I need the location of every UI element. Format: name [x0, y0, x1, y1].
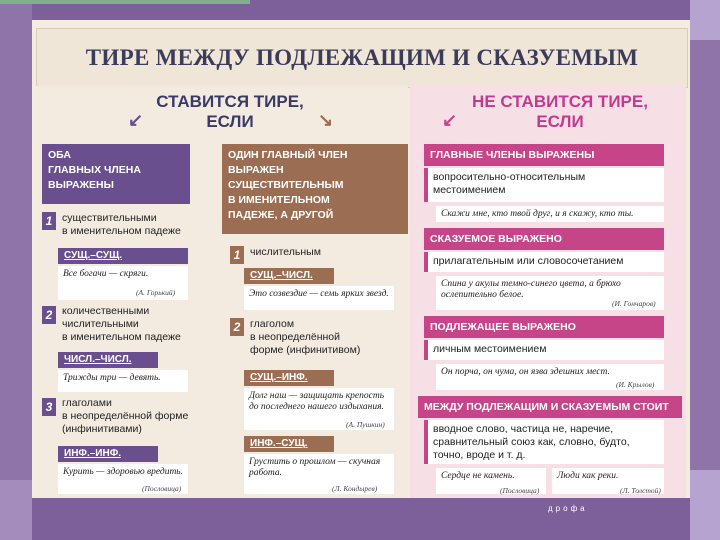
- example-author: (И. Крылов): [616, 380, 655, 389]
- example-text: Курить — здоровью вредить.: [58, 464, 188, 494]
- one-member-banner: [222, 144, 408, 234]
- rule-line: точно, вроде и т. д.: [433, 449, 526, 461]
- example-author: (Пословица): [142, 484, 182, 493]
- rule-line: глаголами: [62, 397, 112, 409]
- item-number: 2: [230, 318, 244, 336]
- banner-line: ОБА: [48, 149, 71, 161]
- right-rule-box: [424, 168, 664, 202]
- item-number: 1: [42, 212, 56, 230]
- schema-text: СУЩ.–ИНФ.: [250, 372, 308, 383]
- example-text: Люди как реки.: [552, 468, 664, 494]
- example-line: до последнего нашего издыхания.: [249, 402, 384, 412]
- item-number: 3: [42, 398, 56, 416]
- right-section-banner: СКАЗУЕМОЕ ВЫРАЖЕНО: [424, 228, 664, 250]
- schema-label: [244, 268, 334, 284]
- rule-line: вводное слово, частица не, наречие,: [433, 423, 614, 435]
- rule-line: количественными: [62, 305, 150, 317]
- example-line: Долг наш — защищать крепость: [249, 391, 385, 401]
- schema-label: [244, 436, 334, 452]
- rule-text: [62, 212, 181, 238]
- banner-line: ОДИН ГЛАВНЫЙ ЧЛЕН: [228, 149, 348, 161]
- schema-label: [58, 248, 188, 264]
- example-line: работа.: [249, 468, 283, 478]
- example-text: Он порча, он чума, он язва здешних мест.: [436, 364, 664, 390]
- item-number: 1: [230, 246, 244, 264]
- rule-line: существительными: [62, 212, 157, 224]
- rule-line: числительными: [62, 318, 139, 330]
- rule-line: в неопределённой форме: [62, 410, 189, 422]
- frame-tile: [690, 470, 720, 540]
- example-text: Все богачи — скряги.: [58, 266, 188, 300]
- right-rule-box: [424, 420, 664, 464]
- right-section-banner: ГЛАВНЫЕ ЧЛЕНЫ ВЫРАЖЕНЫ: [424, 144, 664, 166]
- arrow-down-left-icon: ↙: [128, 110, 144, 130]
- poster-title: ТИРЕ МЕЖДУ ПОДЛЕЖАЩИМ И СКАЗУЕМЫМ: [36, 28, 688, 88]
- rule-text: [250, 318, 360, 357]
- rule-line: (инфинитивами): [62, 423, 142, 435]
- example-text: Сердце не камень.: [436, 468, 546, 494]
- frame-tile: [0, 480, 32, 540]
- rule-line: местоимением: [433, 184, 506, 196]
- example-text: Трижды три — девять.: [58, 370, 188, 392]
- rule-text: [62, 397, 188, 436]
- left-header: [120, 92, 340, 132]
- rule-line: вопросительно-относительным: [433, 171, 586, 183]
- banner-line: ВЫРАЖЕН: [228, 164, 284, 176]
- example-author: (Л. Толстой): [620, 486, 661, 495]
- schema-label: [244, 370, 334, 386]
- left-header-line2: ЕСЛИ: [206, 112, 254, 131]
- frame-tile: [0, 0, 32, 540]
- rule-line: глаголом: [250, 318, 295, 330]
- right-header: [440, 92, 680, 132]
- rule-line: в неопределённой: [250, 331, 340, 343]
- rule-line: в именительном падеже: [62, 331, 181, 343]
- banner-line: ГЛАВНЫХ ЧЛЕНА: [48, 164, 141, 176]
- frame-tile: [690, 0, 720, 40]
- right-header-line1: НЕ СТАВИТСЯ ТИРЕ,: [472, 92, 648, 111]
- frame-tile: [690, 0, 720, 540]
- example-line: Спина у акулы темно-синего цвета, а брюхо ослепительно белое.: [441, 279, 621, 300]
- left-header-line1: СТАВИТСЯ ТИРЕ,: [156, 92, 304, 111]
- schema-text: ЧИСЛ.–ЧИСЛ.: [64, 354, 132, 365]
- example-text: Скажи мне, кто твой друг, и я скажу, кто ты.: [436, 206, 664, 222]
- right-section-banner: ПОДЛЕЖАЩЕЕ ВЫРАЖЕНО: [424, 316, 664, 338]
- arrow-down-right-icon: ↘: [318, 110, 334, 130]
- example-author: (А. Пушкин): [346, 420, 385, 429]
- rule-text: [62, 305, 181, 344]
- example-author: (А. Горький): [136, 288, 176, 297]
- right-rule-box: [424, 252, 664, 272]
- both-members-banner: [42, 144, 190, 204]
- banner-line: В ИМЕНИТЕЛЬНОМ: [228, 194, 330, 206]
- schema-text: ИНФ.–СУЩ.: [250, 438, 308, 449]
- rule-text: числительным: [250, 246, 321, 258]
- schema-text: СУЩ.–СУЩ.: [64, 250, 123, 261]
- item-number: 2: [42, 306, 56, 324]
- rule-line: сравнительный союз как, словно, будто,: [433, 436, 630, 448]
- example-line: Грустить о прошлом — скучная: [249, 457, 381, 467]
- banner-line: ВЫРАЖЕНЫ: [48, 179, 114, 191]
- example-text: Это созвездие — семь ярких звезд.: [244, 286, 394, 310]
- right-section-banner: МЕЖДУ ПОДЛЕЖАЩИМ И СКАЗУЕМЫМ СТОИТ: [418, 396, 682, 418]
- banner-line: ПАДЕЖЕ, А ДРУГОЙ: [228, 209, 334, 221]
- rule-line: форме (инфинитивом): [250, 344, 361, 356]
- rule-line: прилагательным или словосочетанием: [433, 255, 624, 267]
- rule-line: в именительном падеже: [62, 225, 181, 237]
- schema-text: СУЩ.–ЧИСЛ.: [250, 270, 313, 281]
- banner-line: СУЩЕСТВИТЕЛЬНЫМ: [228, 179, 344, 191]
- publisher-logo: дрофа: [548, 504, 588, 513]
- right-rule-box: [424, 340, 664, 360]
- rule-line: личным местоимением: [433, 343, 547, 355]
- right-header-line2: ЕСЛИ: [536, 112, 584, 131]
- schema-label: [58, 352, 158, 368]
- frame-tile: [0, 0, 250, 4]
- schema-label: [58, 446, 158, 462]
- arrow-down-left-icon: ↙: [442, 110, 458, 130]
- example-author: (Пословица): [500, 486, 540, 495]
- schema-text: ИНФ.–ИНФ.: [64, 448, 122, 459]
- example-author: (Л. Кондырев): [332, 484, 378, 493]
- example-author: (И. Гончаров): [612, 299, 656, 308]
